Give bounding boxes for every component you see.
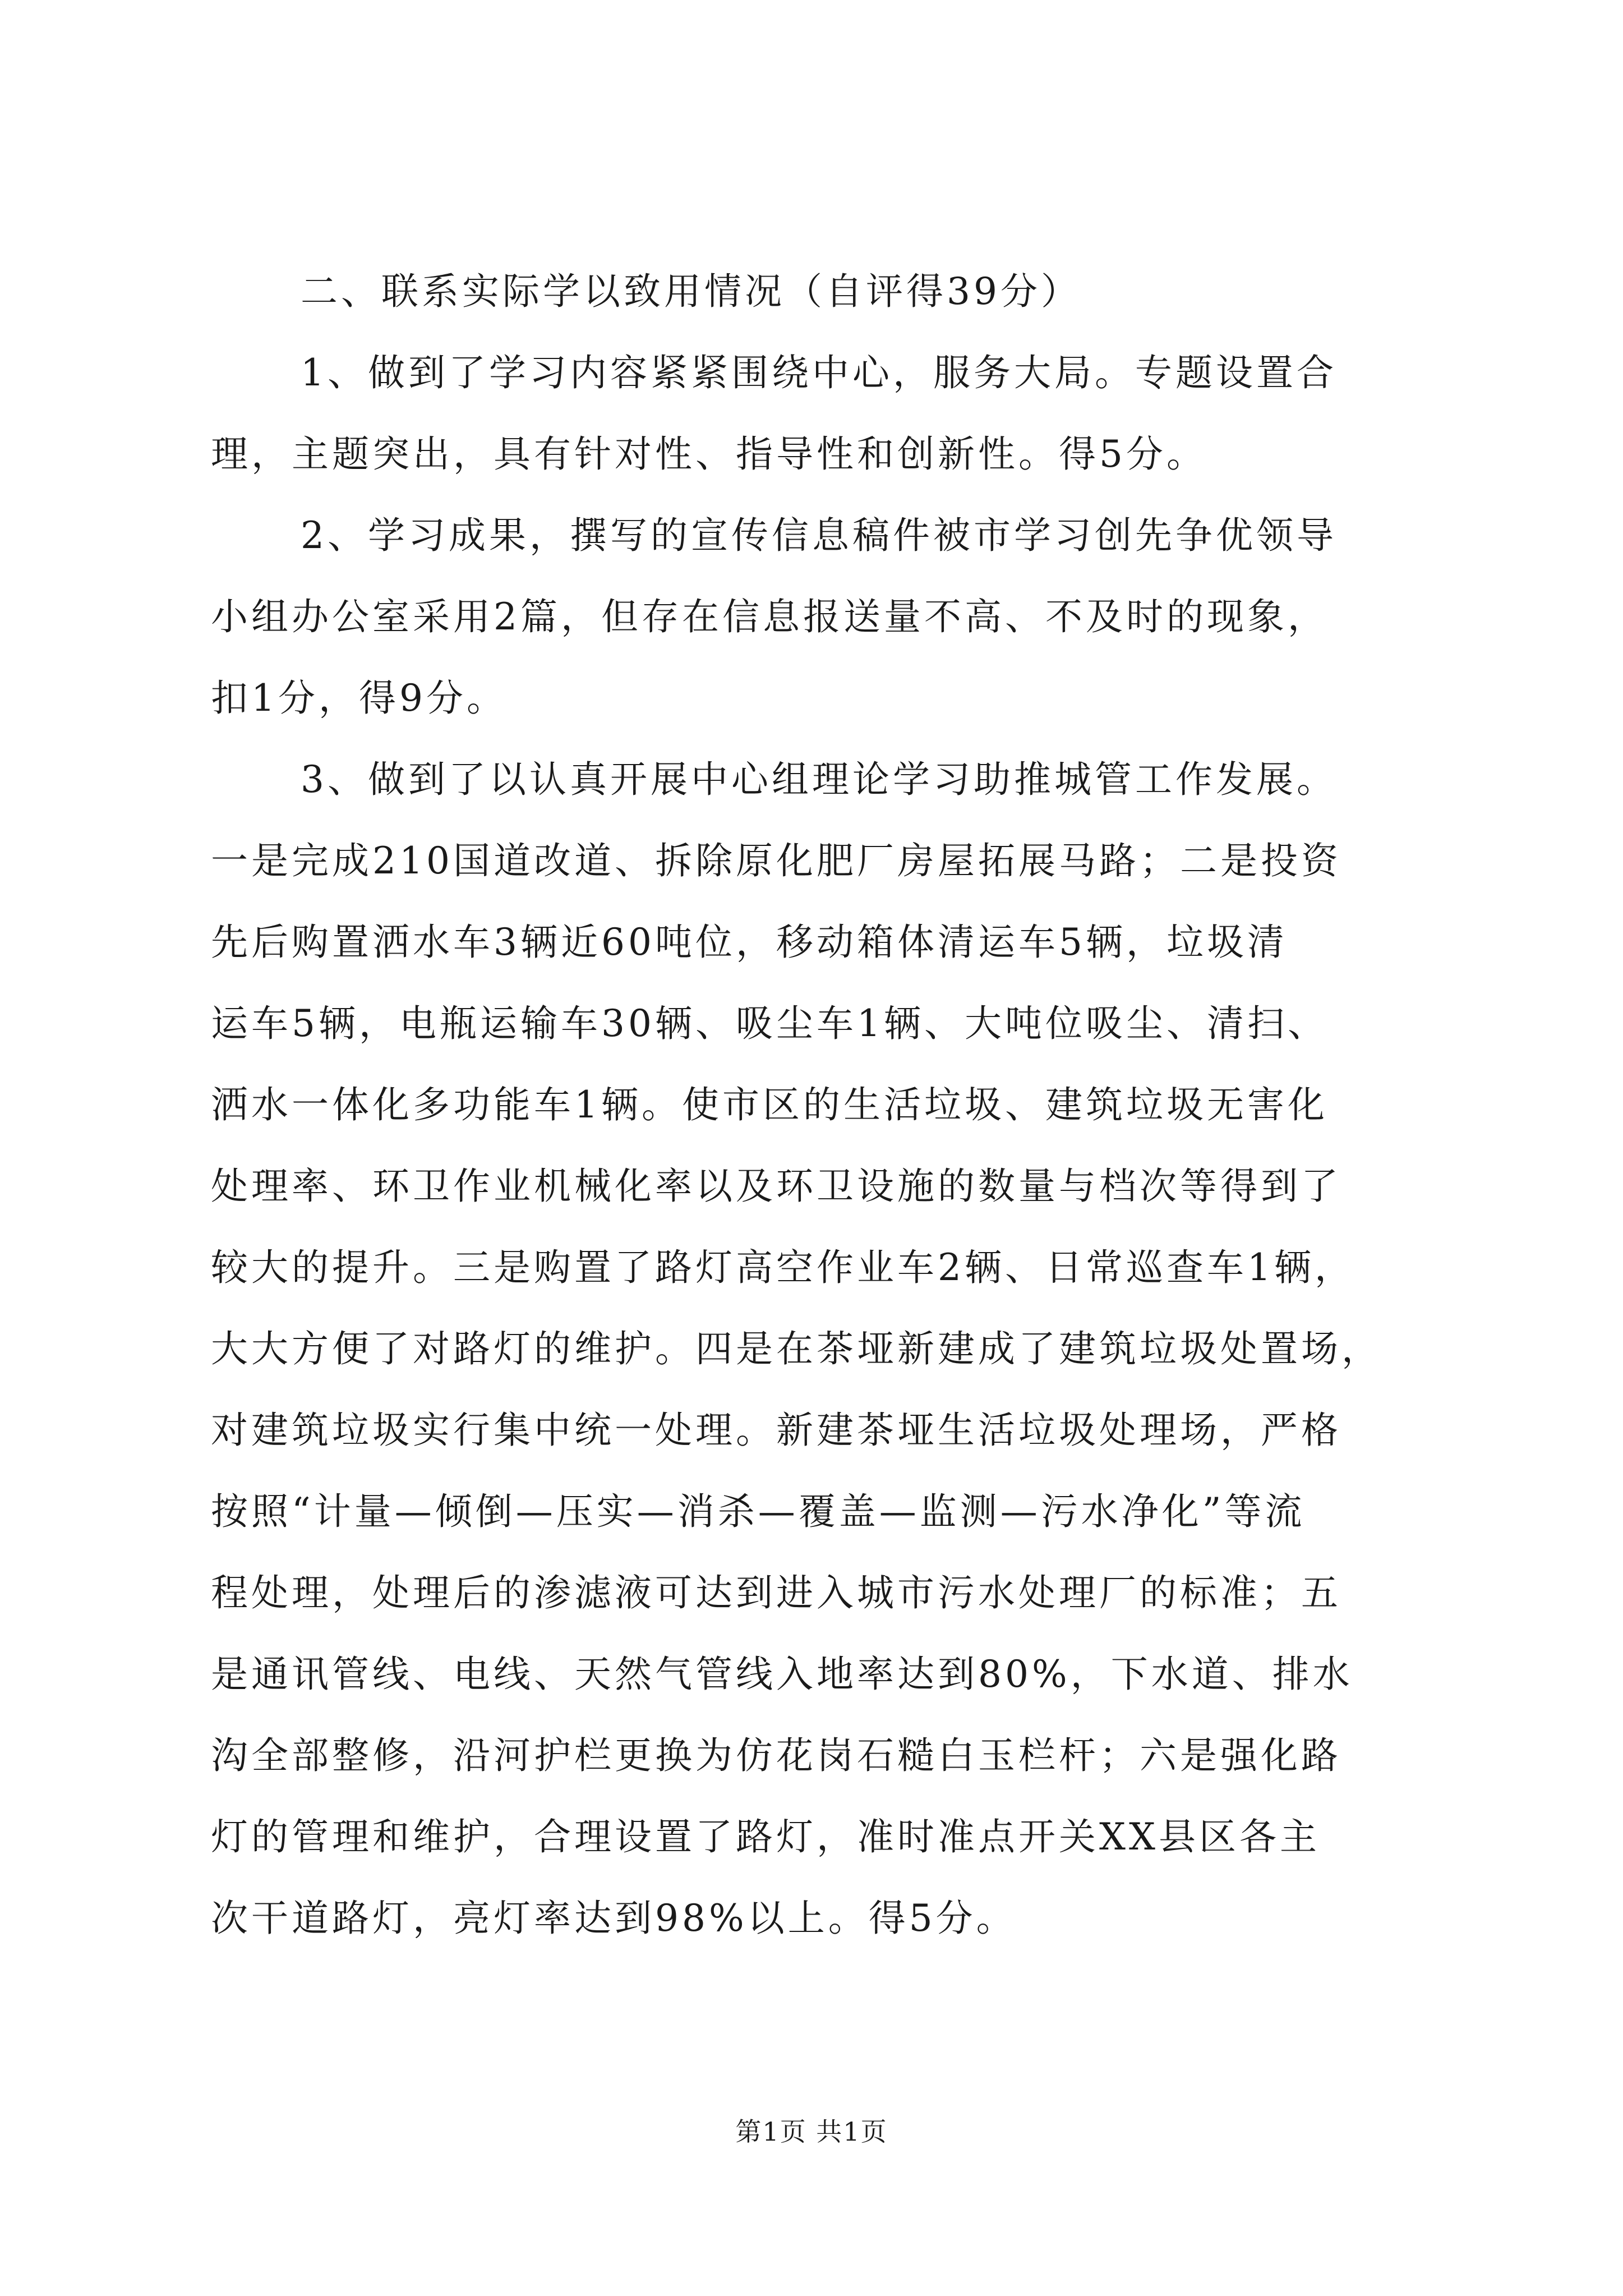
paragraph-line: 是通讯管线、电线、天然气管线入地率达到80%，下水道、排水 xyxy=(211,1653,1353,1696)
paragraph-line: 对建筑垃圾实行集中统一处理。新建茶垭生活垃圾处理场，严格 xyxy=(211,1409,1341,1452)
paragraph-line: 1、做到了学习内容紧紧围绕中心，服务大局。专题设置合 xyxy=(301,351,1337,394)
paragraph-line: 扣1分，得9分。 xyxy=(211,677,507,720)
paragraph-line: 运车5辆，电瓶运输车30辆、吸尘车1辆、大吨位吸尘、清扫、 xyxy=(211,1002,1328,1045)
paragraph-line: 处理率、环卫作业机械化率以及环卫设施的数量与档次等得到了 xyxy=(211,1165,1341,1208)
paragraph-line: 小组办公室采用2篇，但存在信息报送量不高、不及时的现象， xyxy=(211,595,1328,638)
paragraph-line: 大大方便了对路灯的维护。四是在茶垭新建成了建筑垃圾处置场， xyxy=(211,1327,1382,1370)
paragraph-line: 按照“计量—倾倒—压实—消杀—覆盖—监测—污水净化”等流 xyxy=(211,1490,1306,1533)
paragraph-line: 次干道路灯，亮灯率达到98%以上。得5分。 xyxy=(211,1897,1017,1940)
paragraph-line: 一是完成210国道改道、拆除原化肥厂房屋拓展马路；二是投资 xyxy=(211,839,1341,882)
paragraph-line: 程处理，处理后的渗滤液可达到进入城市污水处理厂的标准；五 xyxy=(211,1571,1341,1614)
paragraph-line: 先后购置洒水车3辆近60吨位，移动箱体清运车5辆，垃圾清 xyxy=(211,921,1288,964)
paragraph-line: 沟全部整修，沿河护栏更换为仿花岗石糙白玉栏杆；六是强化路 xyxy=(211,1734,1341,1777)
section-heading: 二、联系实际学以致用情况（自评得39分） xyxy=(301,270,1081,313)
paragraph-line: 灯的管理和维护，合理设置了路灯，准时准点开关XX县区各主 xyxy=(211,1815,1320,1858)
paragraph-line: 2、学习成果，撰写的宣传信息稿件被市学习创先争优领导 xyxy=(301,514,1337,557)
paragraph-line: 理，主题突出，具有针对性、指导性和创新性。得5分。 xyxy=(211,432,1207,476)
paragraph-line: 3、做到了以认真开展中心组理论学习助推城管工作发展。 xyxy=(301,758,1337,801)
paragraph-line: 洒水一体化多功能车1辆。使市区的生活垃圾、建筑垃圾无害化 xyxy=(211,1083,1328,1126)
paragraph-line: 较大的提升。三是购置了路灯高空作业车2辆、日常巡查车1辆， xyxy=(211,1246,1355,1289)
page-number-footer: 第1页 共1页 xyxy=(735,2116,888,2147)
